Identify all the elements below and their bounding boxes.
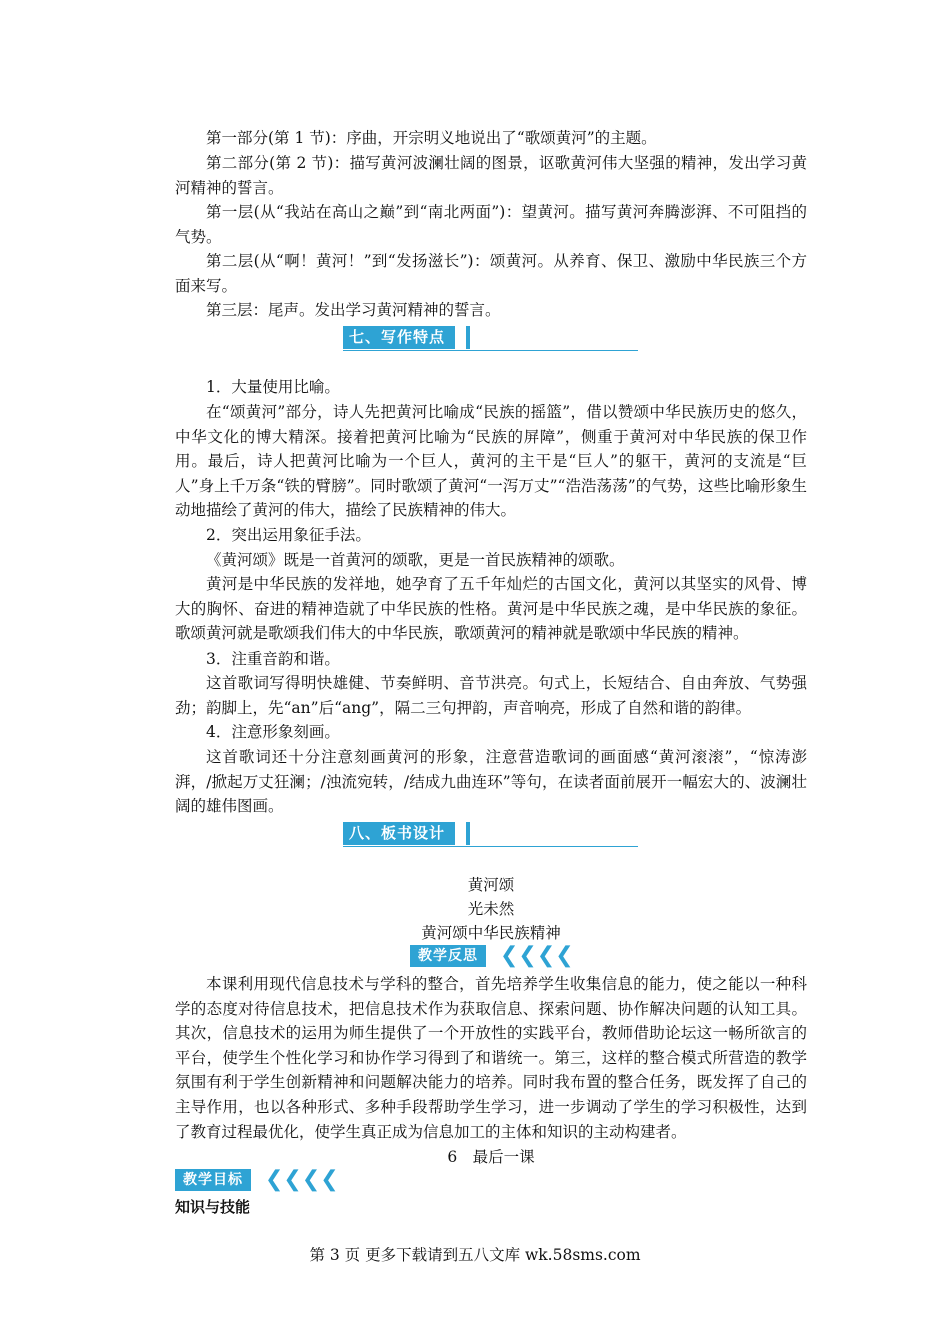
chevron-left-icon: ❮❮❮❮ bbox=[500, 943, 574, 968]
tag-label: 教学目标 bbox=[175, 1169, 251, 1191]
paragraph-layer2: 第二层(从“啊！黄河！”到“发扬滋长”)：颂黄河。从养育、保卫、激励中华民族三个方面来写。 bbox=[175, 252, 807, 295]
item2-text2: 黄河是中华民族的发祥地，她孕育了五千年灿烂的古国文化，黄河以其坚实的风骨、博大的胸怀、奋进的精神造就了中华民族的性格。黄河是中华民族之魂，是中华民族的象征。歌颂黄河就是歌颂我们伟大的中华民族，歌颂黄河的精神就是歌颂中华民族的精神。 bbox=[175, 575, 807, 643]
item2-title: 2．突出运用象征手法。 bbox=[206, 526, 371, 544]
paragraph-layer3: 第三层：尾声。发出学习黄河精神的誓言。 bbox=[206, 301, 501, 319]
item2-text1: 《黄河颂》既是一首黄河的颂歌，更是一首民族精神的颂歌。 bbox=[206, 551, 625, 569]
section-title: 八、板书设计 bbox=[343, 822, 455, 845]
section-title: 七、写作特点 bbox=[343, 326, 455, 349]
objectives-tag bbox=[175, 1169, 345, 1191]
section-header-writing bbox=[343, 326, 643, 352]
item1-text: 在“颂黄河”部分，诗人先把黄河比喻成“民族的摇篮”，借以赞颂中华民族历史的悠久，中华文化的博大精深。接着把黄河比喻为“民族的屏障”，侧重于黄河对中华民族的保卫作用。最后，诗人把黄河比喻为一个巨人，黄河的主干是“巨人”的躯干，黄河的支流是“巨人”身上千万条“铁的臂膀”。同时歌颂了黄河“一泻万丈”“浩浩荡荡”的气势，这些比喻形象生动地描绘了黄河的伟大，描绘了民族精神的伟大。 bbox=[175, 403, 807, 520]
reflection-tag bbox=[410, 945, 580, 967]
board-line-title: 黄河颂 bbox=[467, 876, 515, 894]
tag-label: 教学反思 bbox=[410, 945, 486, 967]
item4-title: 4．注意形象刻画。 bbox=[206, 723, 340, 741]
paragraph-part2: 第二部分(第 2 节)：描写黄河波澜壮阔的图景，讴歌黄河伟大坚强的精神，发出学习黄河精神的誓言。 bbox=[175, 154, 807, 197]
paragraph-layer1: 第一层(从“我站在高山之巅”到“南北两面”)：望黄河。描写黄河奔腾澎湃、不可阻挡的气势。 bbox=[175, 203, 807, 246]
board-line-theme: 黄河颂中华民族精神 bbox=[421, 924, 561, 942]
section-bar bbox=[466, 822, 470, 845]
paragraph-part1: 第一部分(第 1 节)：序曲，开宗明义地说出了“歌颂黄河”的主题。 bbox=[206, 129, 657, 147]
chevron-left-icon: ❮❮❮❮ bbox=[265, 1167, 339, 1192]
item3-text: 这首歌词写得明快雄健、节奏鲜明、音节洪亮。句式上，长短结合、自由奔放、气势强劲；韵脚上，先“an”后“ang”，隔二三句押韵，声音响亮，形成了自然和谐的韵律。 bbox=[175, 674, 807, 717]
section-bar bbox=[466, 326, 470, 349]
section-header-board bbox=[343, 822, 643, 848]
page-footer: 第 3 页 更多下载请到五八文库 wk.58sms.com bbox=[309, 1246, 641, 1264]
section-underline bbox=[343, 846, 638, 847]
subheading-knowledge-skills: 知识与技能 bbox=[175, 1198, 251, 1216]
section-underline bbox=[343, 350, 638, 351]
board-line-author: 光未然 bbox=[467, 900, 515, 918]
item4-text: 这首歌词还十分注意刻画黄河的形象，注意营造歌词的画面感“黄河滚滚”，“惊涛澎湃，/掀起万丈狂澜；/浊流宛转，/结成九曲连环”等句，在读者面前展开一幅宏大的、波澜壮阔的雄伟图画。 bbox=[175, 748, 807, 816]
lesson-title: 6 最后一课 bbox=[447, 1148, 535, 1166]
item1-title: 1．大量使用比喻。 bbox=[206, 378, 340, 396]
item3-title: 3．注重音韵和谐。 bbox=[206, 650, 340, 668]
reflection-text: 本课利用现代信息技术与学科的整合，首先培养学生收集信息的能力，使之能以一种科学的态度对待信息技术，把信息技术作为获取信息、探索问题、协作解决问题的认知工具。其次，信息技术的运用为师生提供了一个开放性的实践平台，教师借助论坛这一畅所欲言的平台，使学生个性化学习和协作学习得到了和谐统一。第三，这样的整合模式所营造的教学氛围有利于学生创新精神和问题解决能力的培养。同时我布置的整合任务，既发挥了自己的主导作用，也以各种形式、多种手段帮助学生学习，进一步调动了学生的学习积极性，达到了教育过程最优化，使学生真正成为信息加工的主体和知识的主动构建者。 bbox=[175, 975, 807, 1141]
